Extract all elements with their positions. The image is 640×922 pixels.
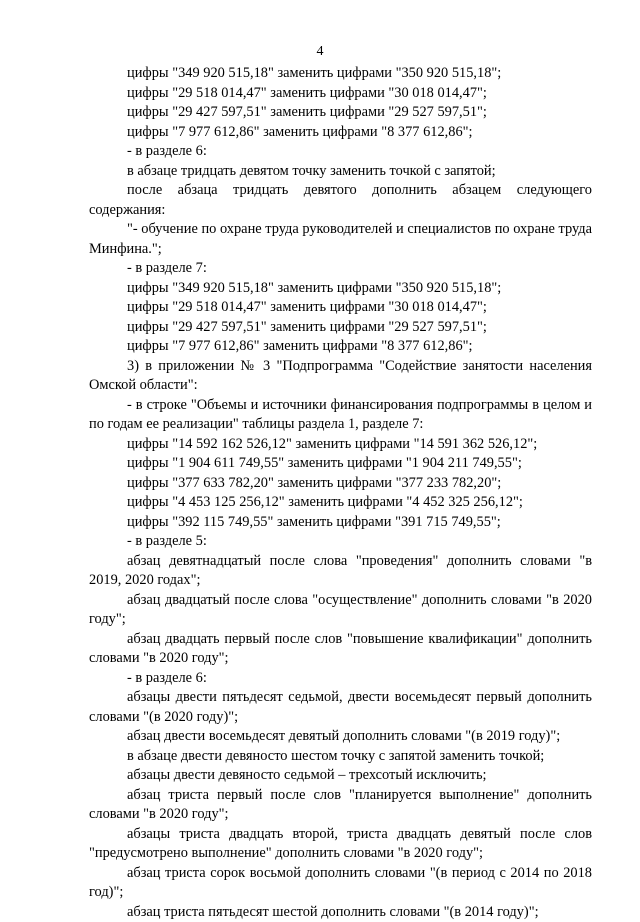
paragraph: - в разделе 7:: [89, 259, 592, 279]
page-number: 4: [0, 43, 640, 60]
paragraph: "- обучение по охране труда руководителей и специалистов по охране труда Минфина.";: [89, 220, 592, 259]
paragraph: цифры "14 592 162 526,12" заменить цифрами "14 591 362 526,12";: [89, 435, 592, 455]
paragraph: - в разделе 6:: [89, 142, 592, 162]
paragraph: цифры "349 920 515,18" заменить цифрами "350 920 515,18";: [89, 64, 592, 84]
paragraph: абзац двести восемьдесят девятый дополнить словами "(в 2019 году)";: [89, 727, 592, 747]
paragraph: цифры "4 453 125 256,12" заменить цифрами "4 452 325 256,12";: [89, 493, 592, 513]
paragraph: цифры "392 115 749,55" заменить цифрами "391 715 749,55";: [89, 513, 592, 533]
paragraph: цифры "29 427 597,51" заменить цифрами "29 527 597,51";: [89, 318, 592, 338]
paragraph: цифры "29 518 014,47" заменить цифрами "30 018 014,47";: [89, 84, 592, 104]
paragraph: цифры "29 427 597,51" заменить цифрами "29 527 597,51";: [89, 103, 592, 123]
paragraph: в абзаце тридцать девятом точку заменить точкой с запятой;: [89, 162, 592, 182]
paragraph: абзац двадцать первый после слов "повышение квалификации" дополнить словами "в 2020 году";: [89, 630, 592, 669]
paragraph: абзацы двести девяносто седьмой – трехсотый исключить;: [89, 766, 592, 786]
paragraph: - в разделе 5:: [89, 532, 592, 552]
paragraph: цифры "349 920 515,18" заменить цифрами "350 920 515,18";: [89, 279, 592, 299]
paragraph: - в разделе 6:: [89, 669, 592, 689]
paragraph: цифры "377 633 782,20" заменить цифрами "377 233 782,20";: [89, 474, 592, 494]
paragraph: цифры "1 904 611 749,55" заменить цифрами "1 904 211 749,55";: [89, 454, 592, 474]
paragraph: - в строке "Объемы и источники финансирования подпрограммы в целом и по годам ее реализации" таблицы раздела 1, разделе 7:: [89, 396, 592, 435]
paragraph: 3) в приложении № 3 "Подпрограмма "Содействие занятости населения Омской области":: [89, 357, 592, 396]
paragraph: абзац триста пятьдесят шестой дополнить словами "(в 2014 году)";: [89, 903, 592, 922]
document-body: [89, 64, 592, 922]
paragraph: абзацы триста двадцать второй, триста двадцать девятый после слов "предусмотрено выполнение" дополнить словами "в 2020 году";: [89, 825, 592, 864]
paragraph: абзацы двести пятьдесят седьмой, двести восемьдесят первый дополнить словами "(в 2020 году)";: [89, 688, 592, 727]
paragraph: цифры "7 977 612,86" заменить цифрами "8 377 612,86";: [89, 123, 592, 143]
paragraph: цифры "7 977 612,86" заменить цифрами "8 377 612,86";: [89, 337, 592, 357]
paragraph: после абзаца тридцать девятого дополнить абзацем следующего содержания:: [89, 181, 592, 220]
paragraph: абзац триста сорок восьмой дополнить словами "(в период с 2014 по 2018 год)";: [89, 864, 592, 903]
paragraph: цифры "29 518 014,47" заменить цифрами "30 018 014,47";: [89, 298, 592, 318]
paragraph: абзац девятнадцатый после слова "проведения" дополнить словами "в 2019, 2020 годах";: [89, 552, 592, 591]
paragraph: абзац двадцатый после слова "осуществление" дополнить словами "в 2020 году";: [89, 591, 592, 630]
paragraph: в абзаце двести девяносто шестом точку с запятой заменить точкой;: [89, 747, 592, 767]
paragraph: абзац триста первый после слов "планируется выполнение" дополнить словами "в 2020 году";: [89, 786, 592, 825]
